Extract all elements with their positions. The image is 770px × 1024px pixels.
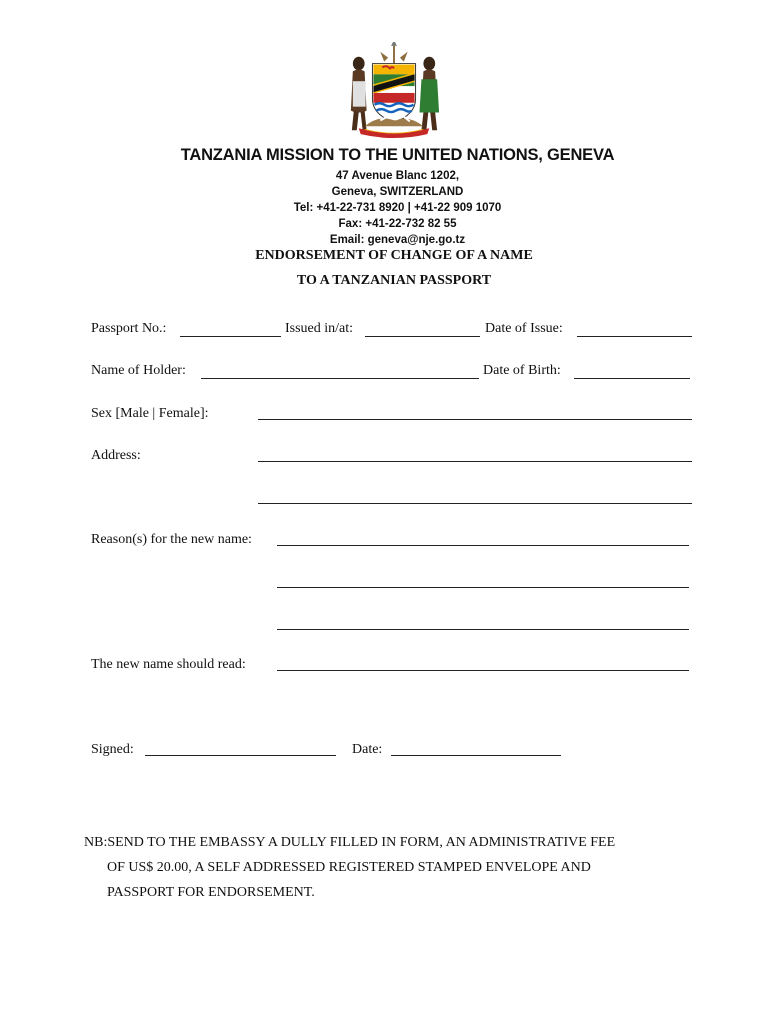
address-fax: Fax: +41-22-732 82 55 — [338, 218, 457, 230]
date-of-birth-label: Date of Birth: — [483, 363, 561, 378]
issued-at-label: Issued in/at: — [285, 321, 354, 336]
new-name-field[interactable] — [277, 670, 689, 671]
note-line1: NB:SEND TO THE EMBASSY A DULLY FILLED IN FORM, AN ADMINISTRATIVE FEE — [84, 835, 616, 850]
reasons-field-line2[interactable] — [277, 587, 689, 588]
form-title-line2: TO A TANZANIAN PASSPORT — [296, 273, 492, 288]
signed-label: Signed: — [91, 742, 134, 757]
address-field-line2[interactable] — [258, 503, 692, 504]
address-street: 47 Avenue Blanc 1202, — [335, 170, 460, 182]
address-city: Geneva, SWITZERLAND — [331, 186, 464, 198]
form-title-line1: ENDORSEMENT OF CHANGE OF A NAME — [255, 248, 533, 263]
date-label: Date: — [352, 742, 383, 757]
note-line3: PASSPORT FOR ENDORSEMENT. — [107, 885, 315, 900]
address-email: Email: geneva@nje.go.tz — [329, 234, 466, 246]
passport-number-label: Passport No.: — [91, 321, 167, 336]
new-name-label: The new name should read: — [91, 657, 246, 672]
date-of-birth-field[interactable] — [574, 378, 690, 379]
date-field[interactable] — [391, 755, 561, 756]
sex-label: Sex [Male | Female]: — [91, 406, 209, 421]
name-of-holder-field[interactable] — [201, 378, 479, 379]
note-line2: OF US$ 20.00, A SELF ADDRESSED REGISTERED STAMPED ENVELOPE AND — [107, 860, 591, 875]
date-of-issue-label: Date of Issue: — [485, 321, 563, 336]
issued-at-field[interactable] — [365, 336, 480, 337]
address-telephone: Tel: +41-22-731 8920 | +41-22 909 1070 — [293, 202, 502, 214]
reasons-field-line1[interactable] — [277, 545, 689, 546]
coat-of-arms-icon — [345, 42, 443, 140]
date-of-issue-field[interactable] — [577, 336, 692, 337]
reasons-field-line3[interactable] — [277, 629, 689, 630]
sex-field[interactable] — [258, 419, 692, 420]
mission-title: TANZANIA MISSION TO THE UNITED NATIONS, GENEVA — [180, 146, 615, 164]
address-label: Address: — [91, 448, 141, 463]
name-of-holder-label: Name of Holder: — [91, 363, 186, 378]
address-field-line1[interactable] — [258, 461, 692, 462]
signature-field[interactable] — [145, 755, 336, 756]
passport-number-field[interactable] — [180, 336, 281, 337]
reasons-label: Reason(s) for the new name: — [91, 532, 252, 547]
